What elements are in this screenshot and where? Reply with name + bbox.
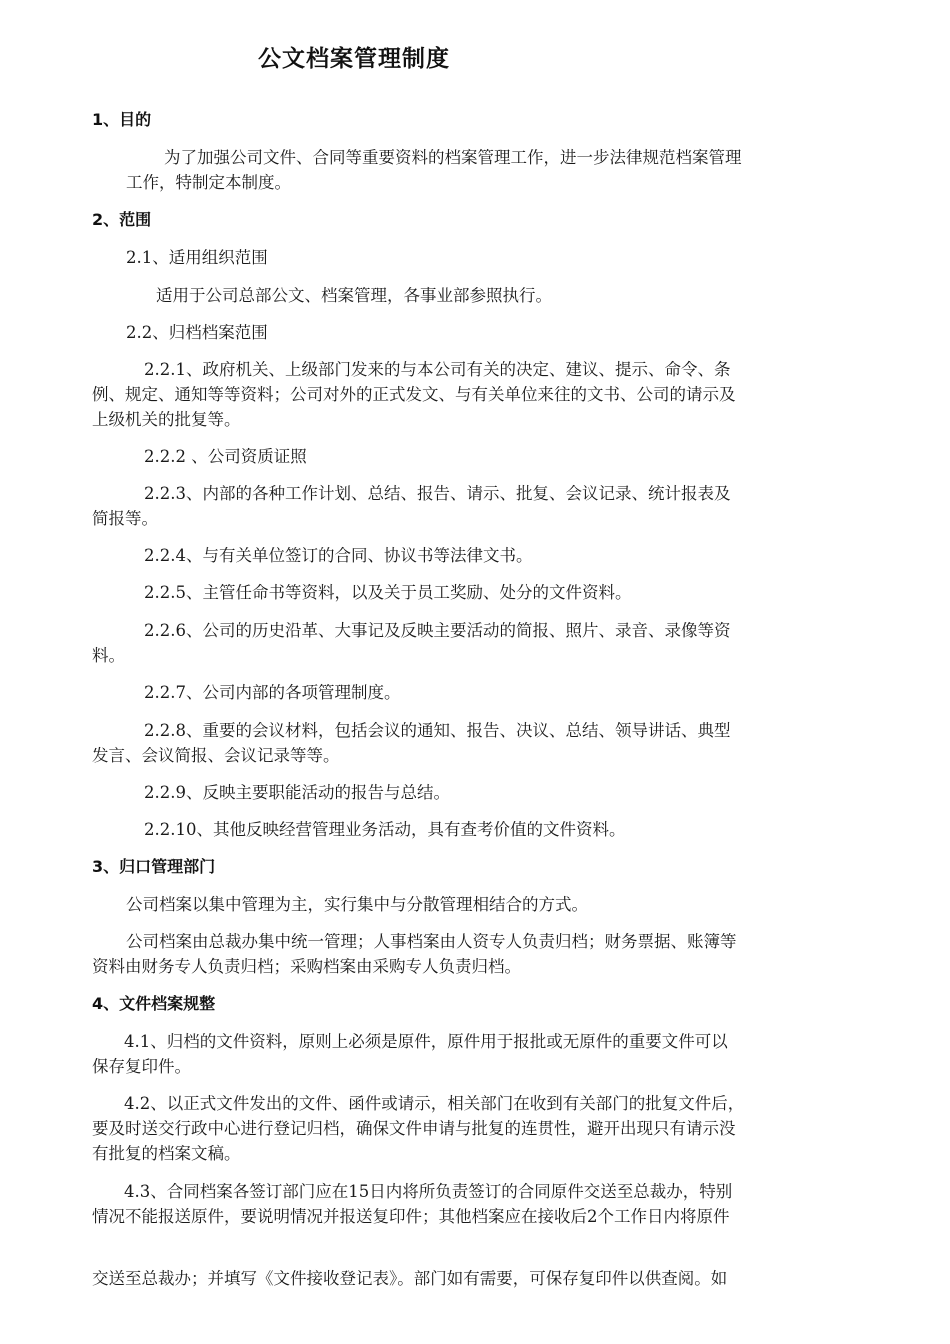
subsection-2-1-heading: 2.1、适用组织范围 [126, 248, 268, 267]
item-2-2-1-line-2: 例、规定、通知等等资料；公司对外的正式发文、与有关单位来往的文书、公司的请示及 [92, 385, 736, 404]
item-2-2-7: 2.2.7、公司内部的各项管理制度。 [144, 683, 401, 702]
item-4-2-line-2: 要及时送交行政中心进行登记归档，确保文件申请与批复的连贯性，避开出现只有请示没 [92, 1119, 736, 1138]
section-3-paragraph-2-line-2: 资料由财务专人负责归档；采购档案由采购专人负责归档。 [92, 957, 521, 976]
section-1-heading: 1、目的 [92, 110, 152, 129]
item-4-3-line-1: 4.3、合同档案各签订部门应在15日内将所负责签订的合同原件交送至总裁办，特别 [124, 1182, 733, 1201]
section-2-heading: 2、范围 [92, 210, 152, 229]
document-title: 公文档案管理制度 [258, 46, 450, 72]
item-2-2-1-line-1: 2.2.1、政府机关、上级部门发来的与本公司有关的决定、建议、提示、命令、条 [144, 360, 731, 379]
item-2-2-2: 2.2.2 、公司资质证照 [144, 447, 307, 466]
item-2-2-5: 2.2.5、主管任命书等资料，以及关于员工奖励、处分的文件资料。 [144, 583, 632, 602]
item-2-2-9: 2.2.9、反映主要职能活动的报告与总结。 [144, 783, 450, 802]
item-2-2-4: 2.2.4、与有关单位签订的合同、协议书等法律文书。 [144, 546, 533, 565]
item-4-1-line-1: 4.1、归档的文件资料，原则上必须是原件，原件用于报批或无原件的重要文件可以 [124, 1032, 728, 1051]
item-4-2-line-3: 有批复的档案文稿。 [92, 1144, 241, 1163]
item-4-3-line-3: 交送至总裁办；并填写《文件接收登记表》。部门如有需要，可保存复印件以供查阅。如 [92, 1269, 728, 1288]
section-3-heading: 3、归口管理部门 [92, 857, 216, 876]
item-2-2-3-line-2: 简报等。 [92, 509, 158, 528]
section-3-paragraph-1: 公司档案以集中管理为主，实行集中与分散管理相结合的方式。 [126, 895, 588, 914]
section-3-paragraph-2-line-1: 公司档案由总裁办集中统一管理；人事档案由人资专人负责归档；财务票据、账簿等 [126, 932, 737, 951]
item-2-2-1-line-3: 上级机关的批复等。 [92, 410, 241, 429]
item-4-1-line-2: 保存复印件。 [92, 1057, 191, 1076]
item-2-2-6-line-1: 2.2.6、公司的历史沿革、大事记及反映主要活动的简报、照片、录音、录像等资 [144, 621, 731, 640]
item-2-2-10: 2.2.10、其他反映经营管理业务活动，具有查考价值的文件资料。 [144, 820, 626, 839]
subsection-2-2-heading: 2.2、归档档案范围 [126, 323, 268, 342]
section-1-paragraph-line-2: 工作，特制定本制度。 [126, 173, 291, 192]
item-2-2-6-line-2: 料。 [92, 646, 125, 665]
section-4-heading: 4、文件档案规整 [92, 994, 216, 1013]
item-2-2-3-line-1: 2.2.3、内部的各种工作计划、总结、报告、请示、批复、会议记录、统计报表及 [144, 484, 731, 503]
item-4-3-line-2: 情况不能报送原件，要说明情况并报送复印件；其他档案应在接收后2个工作日内将原件 [92, 1207, 730, 1226]
subsection-2-1-text: 适用于公司总部公文、档案管理，各事业部参照执行。 [156, 286, 552, 305]
item-2-2-8-line-2: 发言、会议简报、会议记录等等。 [92, 746, 340, 765]
section-1-paragraph-line-1: 为了加强公司文件、合同等重要资料的档案管理工作，进一步法律规范档案管理 [164, 148, 742, 167]
item-4-2-line-1: 4.2、以正式文件发出的文件、函件或请示，相关部门在收到有关部门的批复文件后， [124, 1094, 745, 1113]
item-2-2-8-line-1: 2.2.8、重要的会议材料，包括会议的通知、报告、决议、总结、领导讲话、典型 [144, 721, 731, 740]
